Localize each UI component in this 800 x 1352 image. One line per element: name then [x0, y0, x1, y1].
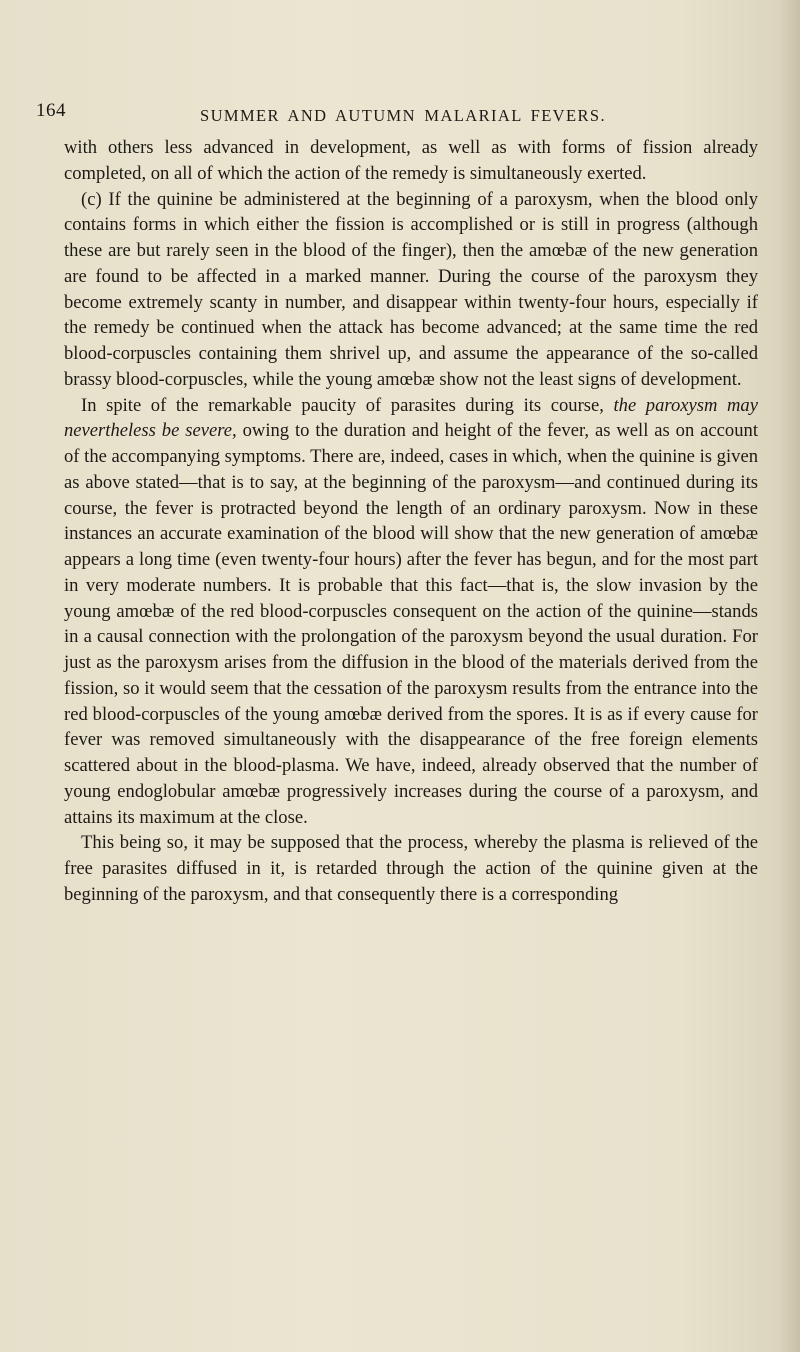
page-edge-shadow [778, 0, 800, 1352]
paragraph-continued: with others less advanced in development, as well as with forms of fission already completed, on all of which the action of the remedy is simultaneously exerted. [64, 137, 758, 184]
page-number: 164 [36, 100, 66, 121]
paragraph-paucity [64, 393, 758, 831]
paragraph-paucity-rest: owing to the duration and height of the fever, as well as on account of the accompanying symptoms. There are, indeed, cases in which, when the quinine is given as above stated—that is to say, at the beginning of the paroxysm—and continued during its course, the fever is protracted beyond the length of an ordinary paroxysm. Now in these instances an accurate examination of the blood will show that the new generation of amœbæ appears a long time (even twenty-four hours) after the fever has begun, and for the most part in very moderate numbers. It is probable that this fact—that is, the slow invasion by the young amœbæ of the red blood-corpuscles consequent on the action of the quinine—stands in a causal connection with the prolongation of the paroxysm beyond the usual duration. For just as the paroxysm arises from the diffusion in the blood of the materials derived from the fission, so it would seem that the cessation of the paroxysm results from the entrance into the red blood-corpuscles of the young amœbæ derived from the spores. It is as if every cause for fever was removed simultaneously with the disappearance of the free foreign elements scattered about in the blood-plasma. We have, indeed, already observed that the number of young endoglobular amœbæ progressively increases during the course of a paroxysm, and attains its maximum at the close. [64, 420, 758, 828]
body-text [64, 135, 758, 908]
italic-emphasis: the paroxysm may nevertheless be severe, [64, 394, 758, 442]
paragraph-paucity-start: In spite of the remarkable paucity of parasites during its course, [81, 394, 614, 416]
paragraph-process: This being so, it may be supposed that the process, whereby the plasma is relieved of the free parasites diffused in it, is retarded through the action of the quinine given at the beginning of the paroxysm, and that consequently there is a corresponding [64, 832, 758, 905]
running-title: SUMMER AND AUTUMN MALARIAL FEVERS. [200, 106, 606, 125]
paragraph-c: (c) If the quinine be administered at the beginning of a paroxysm, when the blood only contains forms in which either the fission is accomplished or is still in progress (although these are but rarely seen in the blood of the finger), then the amœbæ of the new generation are found to be affected in a marked manner. During the course of the paroxysm they become extremely scanty in number, and disappear within twenty-four hours, especially if the remedy be continued when the attack has become advanced; at the same time the red blood-corpuscles containing them shrivel up, and assume the appearance of the so-called brassy blood-corpuscles, while the young amœbæ show not the least signs of development. [64, 188, 758, 390]
page-header [36, 100, 736, 130]
